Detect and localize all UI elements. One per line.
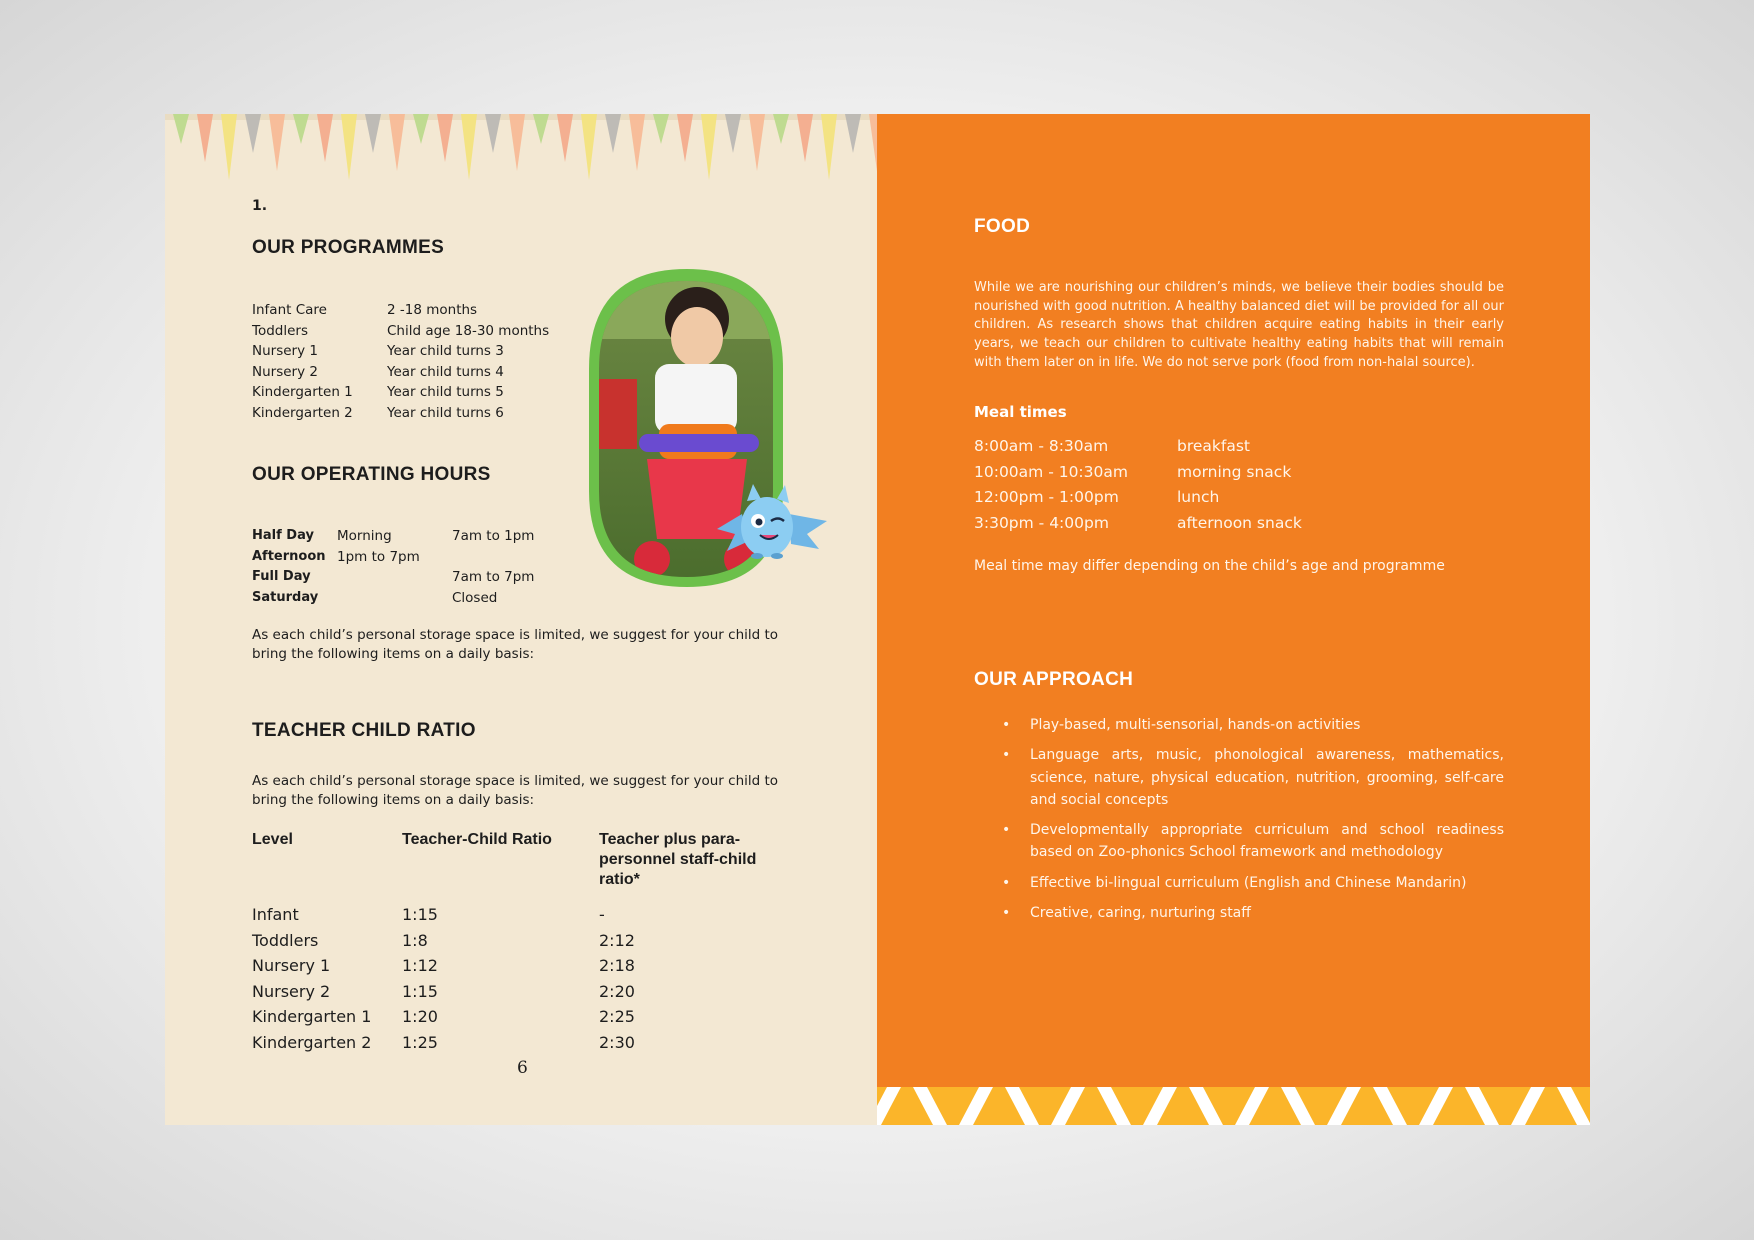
programme-name: Kindergarten 1 [252, 384, 353, 400]
meal-row [974, 460, 1374, 486]
table-row [252, 953, 792, 979]
hours-sub: 1pm to 7pm [337, 548, 420, 565]
bunting-flag [557, 114, 573, 162]
meal-name: breakfast [1177, 437, 1250, 455]
table-row [252, 979, 792, 1005]
table-row [252, 1004, 792, 1030]
meal-name: lunch [1177, 488, 1220, 506]
ratio-para: 2:20 [599, 981, 635, 1001]
programme-name: Kindergarten 2 [252, 404, 353, 421]
bunting-flag [197, 114, 213, 162]
bunting-flag [221, 114, 237, 180]
approach-item-text: Effective bi-lingual curriculum (English and Chinese Mandarin) [1030, 874, 1467, 891]
table-row [252, 928, 792, 954]
programmes-heading: OUR PROGRAMMES [252, 237, 445, 258]
bunting-flag [845, 114, 861, 153]
page-number: 6 [517, 1058, 528, 1078]
hours-label: Afternoon [252, 548, 326, 564]
list-item [1002, 744, 1504, 811]
bunting-flag [605, 114, 621, 153]
list-item [1002, 902, 1504, 924]
zigzag-border-decoration [877, 1087, 1590, 1125]
ratio-level: Nursery 1 [252, 956, 331, 975]
section-number: 1. [252, 198, 268, 214]
programme-name: Nursery 2 [252, 363, 318, 380]
hours-row [252, 547, 572, 568]
list-item [1002, 819, 1504, 864]
ratio-para: 2:25 [599, 1007, 635, 1026]
meal-row [974, 511, 1374, 537]
hours-time: 7am to 7pm [452, 569, 535, 585]
bunting-decoration [165, 114, 877, 194]
bunting-flag [437, 114, 453, 162]
ratio-teacher-child: 1:15 [402, 905, 438, 924]
bunting-flag [701, 114, 717, 180]
programmes-list [252, 300, 582, 423]
programme-row [252, 382, 582, 403]
bullet-icon: • [1002, 874, 1011, 891]
ratio-level: Toddlers [252, 930, 319, 950]
hours-label: Half Day [252, 528, 314, 543]
meal-time: 8:00am - 8:30am [974, 437, 1109, 455]
hours-label: Saturday [252, 589, 319, 605]
programme-name: Nursery 1 [252, 343, 318, 359]
hours-note: As each child’s personal storage space is limited, we suggest for your child to bring the following items on a daily basis: [252, 627, 779, 662]
bunting-flag [797, 114, 813, 162]
ratio-header-para-personnel: Teacher plus para-personnel staff-child ratio* [599, 831, 757, 888]
approach-item-text: Developmentally appropriate curriculum and school readiness based on Zoo-phonics School framework and methodology [1030, 822, 1504, 861]
bunting-flag [173, 114, 189, 144]
ratio-note: As each child’s personal storage space is limited, we suggest for your child to bring the following items on a daily basis: [252, 773, 779, 808]
programme-name: Infant Care [252, 302, 327, 318]
programme-age: Year child turns 5 [387, 384, 504, 400]
right-page [877, 114, 1590, 1125]
table-row [252, 902, 792, 928]
hours-row [252, 567, 572, 588]
teacher-ratio-heading: TEACHER CHILD RATIO [252, 720, 476, 741]
bunting-flag [749, 114, 765, 171]
bunting-flag [677, 114, 693, 162]
operating-hours-heading: OUR OPERATING HOURS [252, 464, 491, 485]
ratio-header-level: Level [252, 831, 293, 848]
bullet-icon: • [1002, 822, 1011, 839]
programme-row [252, 362, 582, 383]
bunting-flag [413, 114, 429, 144]
bullet-icon: • [1002, 717, 1011, 733]
bunting-flag [509, 114, 525, 171]
bunting-flag [245, 114, 261, 153]
meal-times-heading: Meal times [974, 403, 1067, 421]
list-item [1002, 714, 1504, 736]
food-heading: FOOD [974, 216, 1031, 237]
bunting-flag [341, 114, 357, 180]
operating-hours-list [252, 526, 572, 608]
ratio-teacher-child: 1:25 [402, 1032, 438, 1052]
ratio-para: 2:30 [599, 1032, 635, 1052]
ratio-teacher-child: 1:20 [402, 1007, 438, 1026]
food-paragraph: While we are nourishing our children’s minds, we believe their bodies should be nourished with good nutrition. A healthy balanced diet will be provided for all our children. As research shows that children acquire eating habits in their early years, we teach our children to cultivate healthy eating habits that will remain with them later on in life. We do not serve pork (food from non-halal source). [974, 280, 1504, 370]
bullet-icon: • [1002, 747, 1011, 764]
bunting-flag [485, 114, 501, 153]
bunting-flag [773, 114, 789, 144]
child-photo [577, 259, 827, 609]
approach-item-text: Play-based, multi-sensorial, hands-on activities [1030, 717, 1361, 733]
approach-item-text: Creative, caring, nurturing staff [1030, 905, 1251, 922]
ratio-level: Kindergarten 2 [252, 1032, 372, 1052]
bunting-flag [629, 114, 645, 171]
meal-time: 12:00pm - 1:00pm [974, 488, 1119, 506]
bunting-flag [581, 114, 597, 180]
meal-row [974, 434, 1374, 460]
ratio-table-header [252, 830, 792, 890]
ratio-level: Infant [252, 905, 299, 924]
hours-label: Full Day [252, 569, 311, 584]
bunting-flag [293, 114, 309, 144]
ratio-para: 2:12 [599, 930, 635, 950]
bunting-flag [821, 114, 837, 180]
hours-sub: Morning [337, 528, 392, 544]
hours-sub [337, 588, 452, 609]
left-page [165, 114, 877, 1125]
bunting-flag [365, 114, 381, 153]
bunting-flag [389, 114, 405, 171]
meal-time-note: Meal time may differ depending on the child’s age and programme [974, 558, 1445, 574]
bunting-flag [653, 114, 669, 144]
hours-time: 7am to 1pm [452, 528, 535, 544]
approach-list [1002, 714, 1504, 932]
programme-row [252, 341, 582, 362]
ratio-header-teacher-child: Teacher-Child Ratio [402, 831, 552, 848]
hours-sub [337, 567, 452, 588]
brochure-spread [165, 114, 1590, 1125]
list-item [1002, 872, 1504, 894]
hours-time: Closed [452, 589, 498, 606]
hours-row [252, 526, 572, 547]
programme-row [252, 300, 582, 321]
bunting-flag [461, 114, 477, 180]
programme-age: Child age 18-30 months [387, 322, 550, 339]
ratio-teacher-child: 1:12 [402, 956, 438, 975]
approach-heading: OUR APPROACH [974, 669, 1134, 690]
bunting-flag [269, 114, 285, 171]
meal-name: morning snack [1177, 462, 1292, 481]
bunting-flag [725, 114, 741, 153]
programme-row [252, 403, 582, 424]
programme-row [252, 321, 582, 342]
programme-age: Year child turns 3 [387, 343, 504, 359]
ratio-level: Nursery 2 [252, 981, 331, 1001]
ratio-teacher-child: 1:8 [402, 930, 428, 950]
hours-row [252, 588, 572, 609]
bunting-flag [533, 114, 549, 144]
bullet-icon: • [1002, 905, 1011, 922]
meal-times-list [974, 434, 1374, 536]
bunting-flag [869, 114, 877, 171]
programme-age: 2 -18 months [387, 302, 478, 318]
meal-row [974, 485, 1374, 511]
approach-item-text: Language arts, music, phonological awareness, mathematics, science, nature, physical education, nutrition, grooming, self-care and social concepts [1030, 747, 1504, 808]
programme-age: Year child turns 6 [387, 404, 504, 421]
ratio-level: Kindergarten 1 [252, 1007, 372, 1026]
ratio-para: - [599, 905, 605, 924]
meal-time: 10:00am - 10:30am [974, 462, 1128, 481]
programme-age: Year child turns 4 [387, 363, 504, 380]
ratio-teacher-child: 1:15 [402, 981, 438, 1001]
ratio-table [252, 902, 792, 1055]
ratio-para: 2:18 [599, 956, 635, 975]
meal-name: afternoon snack [1177, 513, 1302, 532]
bunting-flag [317, 114, 333, 162]
programme-name: Toddlers [252, 322, 308, 339]
table-row [252, 1030, 792, 1056]
meal-time: 3:30pm - 4:00pm [974, 513, 1109, 532]
